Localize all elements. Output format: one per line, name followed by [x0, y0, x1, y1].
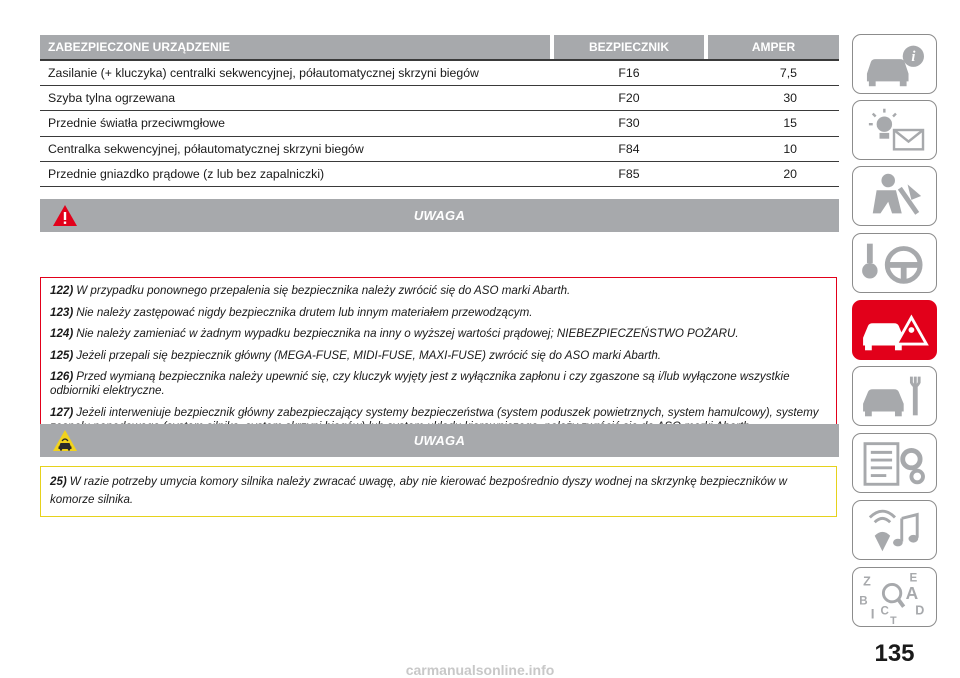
warning-title: UWAGA: [413, 433, 466, 448]
fuse-table-header: [40, 35, 839, 59]
warning-text: Jeżeli interweniuje bezpiecznik główny zabezpieczający systemy bezpieczeństwa (system poduszek powietrznych, system hamulcowy), systemy: [76, 405, 819, 419]
warning-lights-icon: [853, 101, 936, 159]
fuse-table-body: [40, 59, 839, 187]
table-row: [40, 111, 839, 136]
warning-item: [50, 473, 828, 509]
warning-item: [50, 306, 828, 320]
warning-text: Nie należy zastępować nigdy bezpiecznika drutem lub innym materiałem przewodzącym.: [76, 305, 533, 319]
warning-header: [40, 199, 839, 232]
warning-title: UWAGA: [413, 208, 466, 223]
cell-fuse: F30: [618, 116, 640, 131]
tab-technical-data[interactable]: [852, 433, 937, 493]
multimedia-icon: [853, 501, 936, 559]
cell-amp: 20: [783, 166, 797, 181]
technical-data-icon: [853, 434, 936, 492]
warning-number: 124): [50, 327, 74, 340]
tab-starting-driving[interactable]: [852, 233, 937, 293]
warning-number: 122): [50, 284, 74, 297]
cell-device: Przednie światła przeciwmgłowe: [48, 116, 226, 131]
warning-item: [50, 370, 828, 398]
main-content: [40, 35, 839, 506]
cell-device: Szyba tylna ogrzewana: [48, 91, 176, 106]
warning-item: [50, 327, 828, 341]
index-letter: C: [880, 604, 889, 618]
index-letter: I: [870, 606, 875, 622]
tab-index[interactable]: [852, 567, 937, 627]
warning-text: Nie należy zamieniać w żadnym wypadku bezpiecznika na inny o wyższej wartości prądowej; NIEBEZPIECZEŃSTWO POŻARU.: [76, 327, 739, 340]
car-info-icon: [853, 35, 936, 93]
tab-emergency[interactable]: [852, 300, 937, 360]
table-row: [40, 59, 839, 86]
page-number: 135: [874, 640, 915, 667]
index-letter: T: [890, 615, 897, 626]
tab-warning-lights[interactable]: [852, 100, 937, 160]
cell-device: Zasilanie (+ kluczyka) centralki sekwencyjnej, półautomatycznej skrzyni biegów: [48, 66, 479, 81]
index-letter: E: [909, 571, 918, 585]
warning-text: Jeżeli przepali się bezpiecznik główny (MEGA-FUSE, MIDI-FUSE, MAXI-FUSE) zwrócić się do ASO marki Abarth.: [76, 348, 661, 362]
safety-seat-icon: [853, 167, 936, 225]
svg-text:i: i: [911, 49, 916, 66]
tab-multimedia[interactable]: [852, 500, 937, 560]
car-maintenance-icon: [853, 367, 936, 425]
warning-number: 25): [50, 475, 67, 488]
cell-amp: 30: [783, 91, 797, 106]
cell-amp: 7,5: [779, 66, 797, 81]
emergency-car-icon: [853, 301, 936, 359]
warning-number: 126): [50, 370, 74, 383]
cell-fuse: F20: [618, 91, 640, 106]
cell-amp: 10: [783, 141, 797, 156]
index-letter: B: [859, 594, 868, 608]
watermark: carmanualsonline.info: [405, 662, 555, 678]
tab-maintenance[interactable]: [852, 366, 937, 426]
warning-box: [40, 466, 837, 517]
tab-safety[interactable]: [852, 166, 937, 226]
cell-device: Centralka sekwencyjnej, półautomatycznej skrzyni biegów: [48, 141, 364, 156]
index-letter: A: [905, 582, 919, 603]
header-amp: AMPER: [708, 35, 839, 59]
cell-amp: 15: [783, 116, 797, 131]
warning-number: 123): [50, 305, 74, 319]
header-device: ZABEZPIECZONE URZĄDZENIE: [40, 35, 550, 59]
warning-text: Przed wymianą bezpiecznika należy upewnić się, czy kluczyk wyjęty jest z wyłącznika zapłonu i czy zgaszone są i/lub wyłączone wszystkie odbiorniki elektryczne.: [50, 370, 790, 397]
warning-text: W przypadku ponownego przepalenia się bezpiecznika należy zwrócić się do ASO marki Abarth.: [76, 284, 571, 297]
warning-text: W razie potrzeby umycia komory silnika należy zwracać uwagę, aby nie kierować bezpośrednio dyszy wodnej na skrzynkę bezpieczników w komorze silnika.: [50, 475, 787, 506]
table-row: [40, 86, 839, 111]
key-steering-icon: [853, 234, 936, 292]
index-letter: Z: [863, 574, 871, 589]
header-fuse: BEZPIECZNIK: [554, 35, 704, 59]
table-row: [40, 137, 839, 162]
cell-fuse: F84: [618, 141, 640, 156]
index-letter: D: [915, 603, 925, 618]
table-row: [40, 162, 839, 187]
cell-device: Przednie gniazdko prądowe (z lub bez zapalniczki): [48, 166, 325, 181]
tab-car-info[interactable]: [852, 34, 937, 94]
cell-fuse: F16: [618, 66, 640, 81]
warning-item: [50, 349, 828, 363]
warning-header: [40, 424, 839, 457]
warning-number: 125): [50, 348, 74, 362]
warning-item: [50, 284, 828, 298]
index-letters-icon: [853, 568, 936, 626]
warning-number: 127): [50, 405, 74, 419]
cell-fuse: F85: [618, 166, 640, 181]
